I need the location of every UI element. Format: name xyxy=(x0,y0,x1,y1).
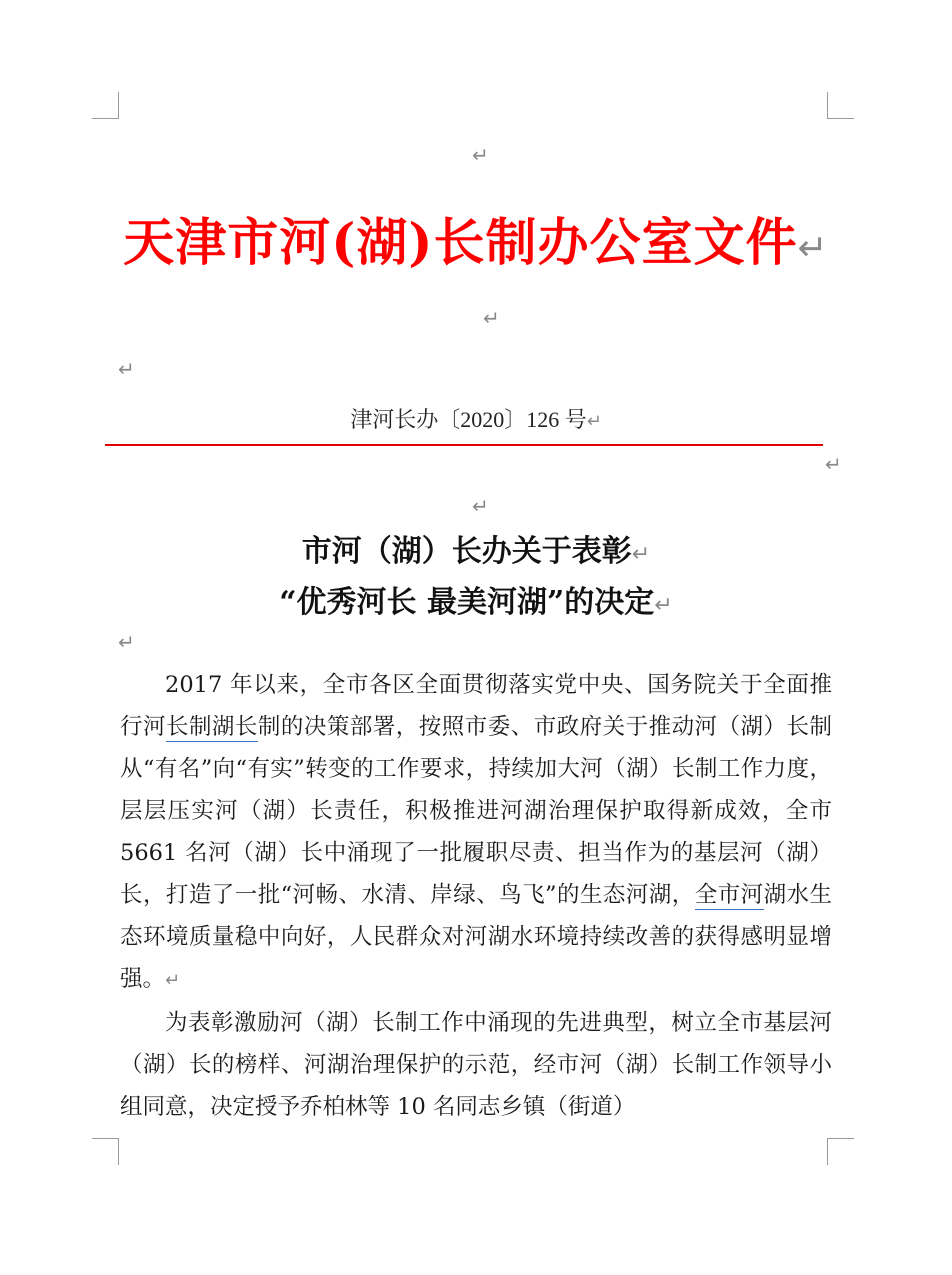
decision-title xyxy=(0,528,952,630)
red-separator-line xyxy=(105,444,823,446)
decision-title-line-2: “优秀河长 最美河湖”的决定↵ xyxy=(279,585,673,620)
paragraph-mark: ↵ xyxy=(797,228,829,269)
corner-mark-bottom-left xyxy=(92,1138,119,1165)
paragraph-mark: ↵ xyxy=(118,630,135,654)
paragraph-mark: ↵ xyxy=(118,357,135,381)
paragraph-mark: ↵ xyxy=(631,542,651,567)
corner-mark-bottom-right xyxy=(827,1138,854,1165)
document-body xyxy=(120,664,832,1128)
paragraph-mark: ↵ xyxy=(483,306,500,330)
paragraph-mark: ↵ xyxy=(654,593,673,618)
underlined-term: 长制湖长 xyxy=(165,714,258,740)
paragraph-mark: ↵ xyxy=(825,452,842,476)
body-paragraph-1: 2017 年以来，全市各区全面贯彻落实党中央、国务院关于全面推行河长制湖长制的决策部署，按照市委、市政府关于推动河（湖）长制从“有名”向“有实”转变的工作要求，持续加大河（湖）长制工作力度，层层压实河（湖）长责任，积极推进河湖治理保护取得新成效，全市 5661 名河（湖）长中涌现了一批履职尽责、担当作为的基层河（湖）长，打造了一批“河畅、水清、岸绿、鸟飞”的生态河湖，全市河湖水生态环境质量稳中向好，人民群众对河湖水环境持续改善的获得感明显增强。↵ xyxy=(120,672,832,992)
paragraph-mark: ↵ xyxy=(472,143,489,167)
corner-mark-top-left xyxy=(92,92,119,119)
body-paragraph-2: 为表彰激励河（湖）长制工作中涌现的先进典型，树立全市基层河（湖）长的榜样、河湖治理保护的示范，经市河（湖）长制工作领导小组同意，决定授予乔柏林等 10 名同志乡镇（街道） xyxy=(120,1010,832,1120)
document-number-text: 津河长办〔2020〕126 号 xyxy=(350,407,587,432)
document-header-title xyxy=(0,205,952,287)
paragraph-mark: ↵ xyxy=(472,494,489,518)
paragraph-mark: ↵ xyxy=(165,970,181,991)
corner-mark-top-right xyxy=(827,92,854,119)
paragraph-mark: ↵ xyxy=(586,411,602,432)
decision-title-line-1: 市河（湖）长办关于表彰↵ xyxy=(301,534,651,569)
header-title-text: 天津市河(湖)长制办公室文件 xyxy=(123,213,798,273)
document-number xyxy=(0,402,952,440)
underlined-term: 全市河 xyxy=(694,882,764,908)
